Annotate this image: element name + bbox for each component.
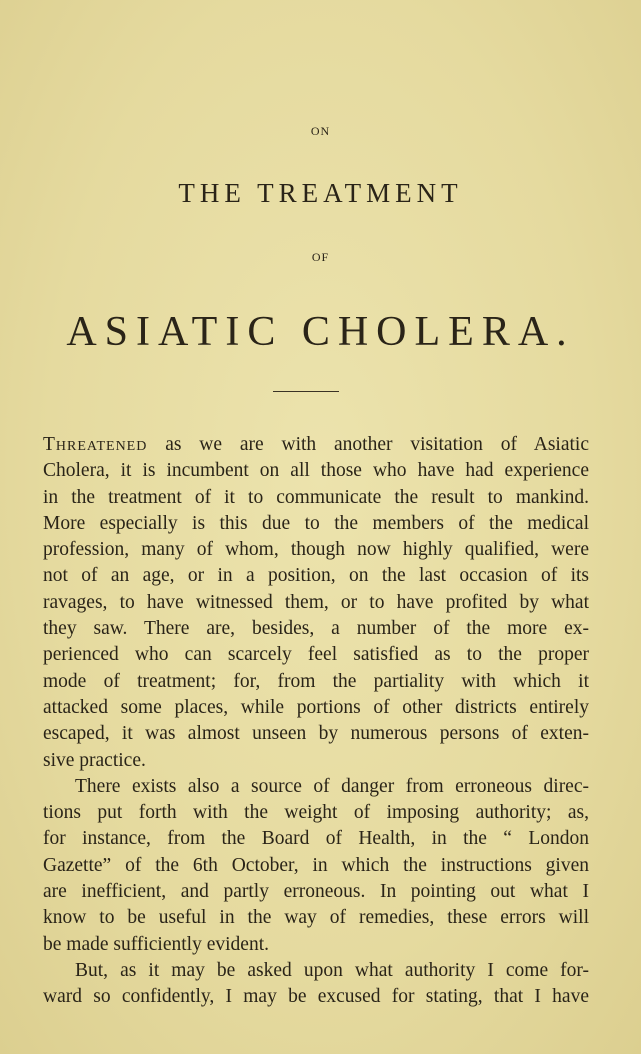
body-text bbox=[43, 432, 589, 1011]
body-line: in the treatment of it to communicate the result to mankind. bbox=[43, 486, 589, 508]
body-line: Gazette” of the 6th October, in which the instructions given bbox=[43, 854, 589, 876]
body-line: perienced who can scarcely feel satisfied as to the proper bbox=[43, 644, 589, 666]
body-line: More especially is this due to the members of the medical bbox=[43, 512, 589, 534]
body-line: not of an age, or in a position, on the last occasion of its bbox=[43, 565, 589, 587]
body-line: for instance, from the Board of Health, in the “ London bbox=[43, 828, 589, 850]
body-line: be made sufficiently evident. bbox=[43, 933, 269, 955]
body-line: Threatened as we are with another visitation of Asiatic bbox=[43, 434, 589, 455]
body-line: Cholera, it is incumbent on all those who have had experience bbox=[43, 460, 589, 482]
title-line-2: ASIATIC CHOLERA. bbox=[66, 309, 575, 355]
body-line: ward so confidently, I may be excused for stating, that I have bbox=[43, 986, 589, 1008]
drop-word: Threatened bbox=[43, 434, 148, 455]
body-line: attacked some places, while portions of other districts entirely bbox=[43, 696, 589, 718]
body-line: escaped, it was almost unseen by numerous persons of exten- bbox=[43, 723, 589, 745]
body-line: There exists also a source of danger from erroneous direc- bbox=[75, 775, 589, 797]
title-line-1: THE TREATMENT bbox=[178, 178, 463, 208]
body-line: they saw. There are, besides, a number of the more ex- bbox=[43, 618, 589, 640]
body-line: mode of treatment; for, from the partiality with which it bbox=[43, 670, 589, 692]
body-line: tions put forth with the weight of imposing authority; as, bbox=[43, 802, 589, 824]
body-line: sive practice. bbox=[43, 749, 146, 771]
body-line: But, as it may be asked upon what authority I come for- bbox=[75, 959, 589, 981]
body-line: ravages, to have witnessed them, or to have profited by what bbox=[43, 591, 589, 613]
title-divider bbox=[273, 391, 339, 392]
body-line: know to be useful in the way of remedies, these errors will bbox=[43, 907, 589, 929]
heading-on: ON bbox=[310, 124, 331, 138]
body-line: profession, many of whom, though now highly qualified, were bbox=[43, 539, 589, 561]
heading-of: OF bbox=[311, 250, 330, 264]
body-line: are inefficient, and partly erroneous. In pointing out what I bbox=[43, 881, 589, 903]
